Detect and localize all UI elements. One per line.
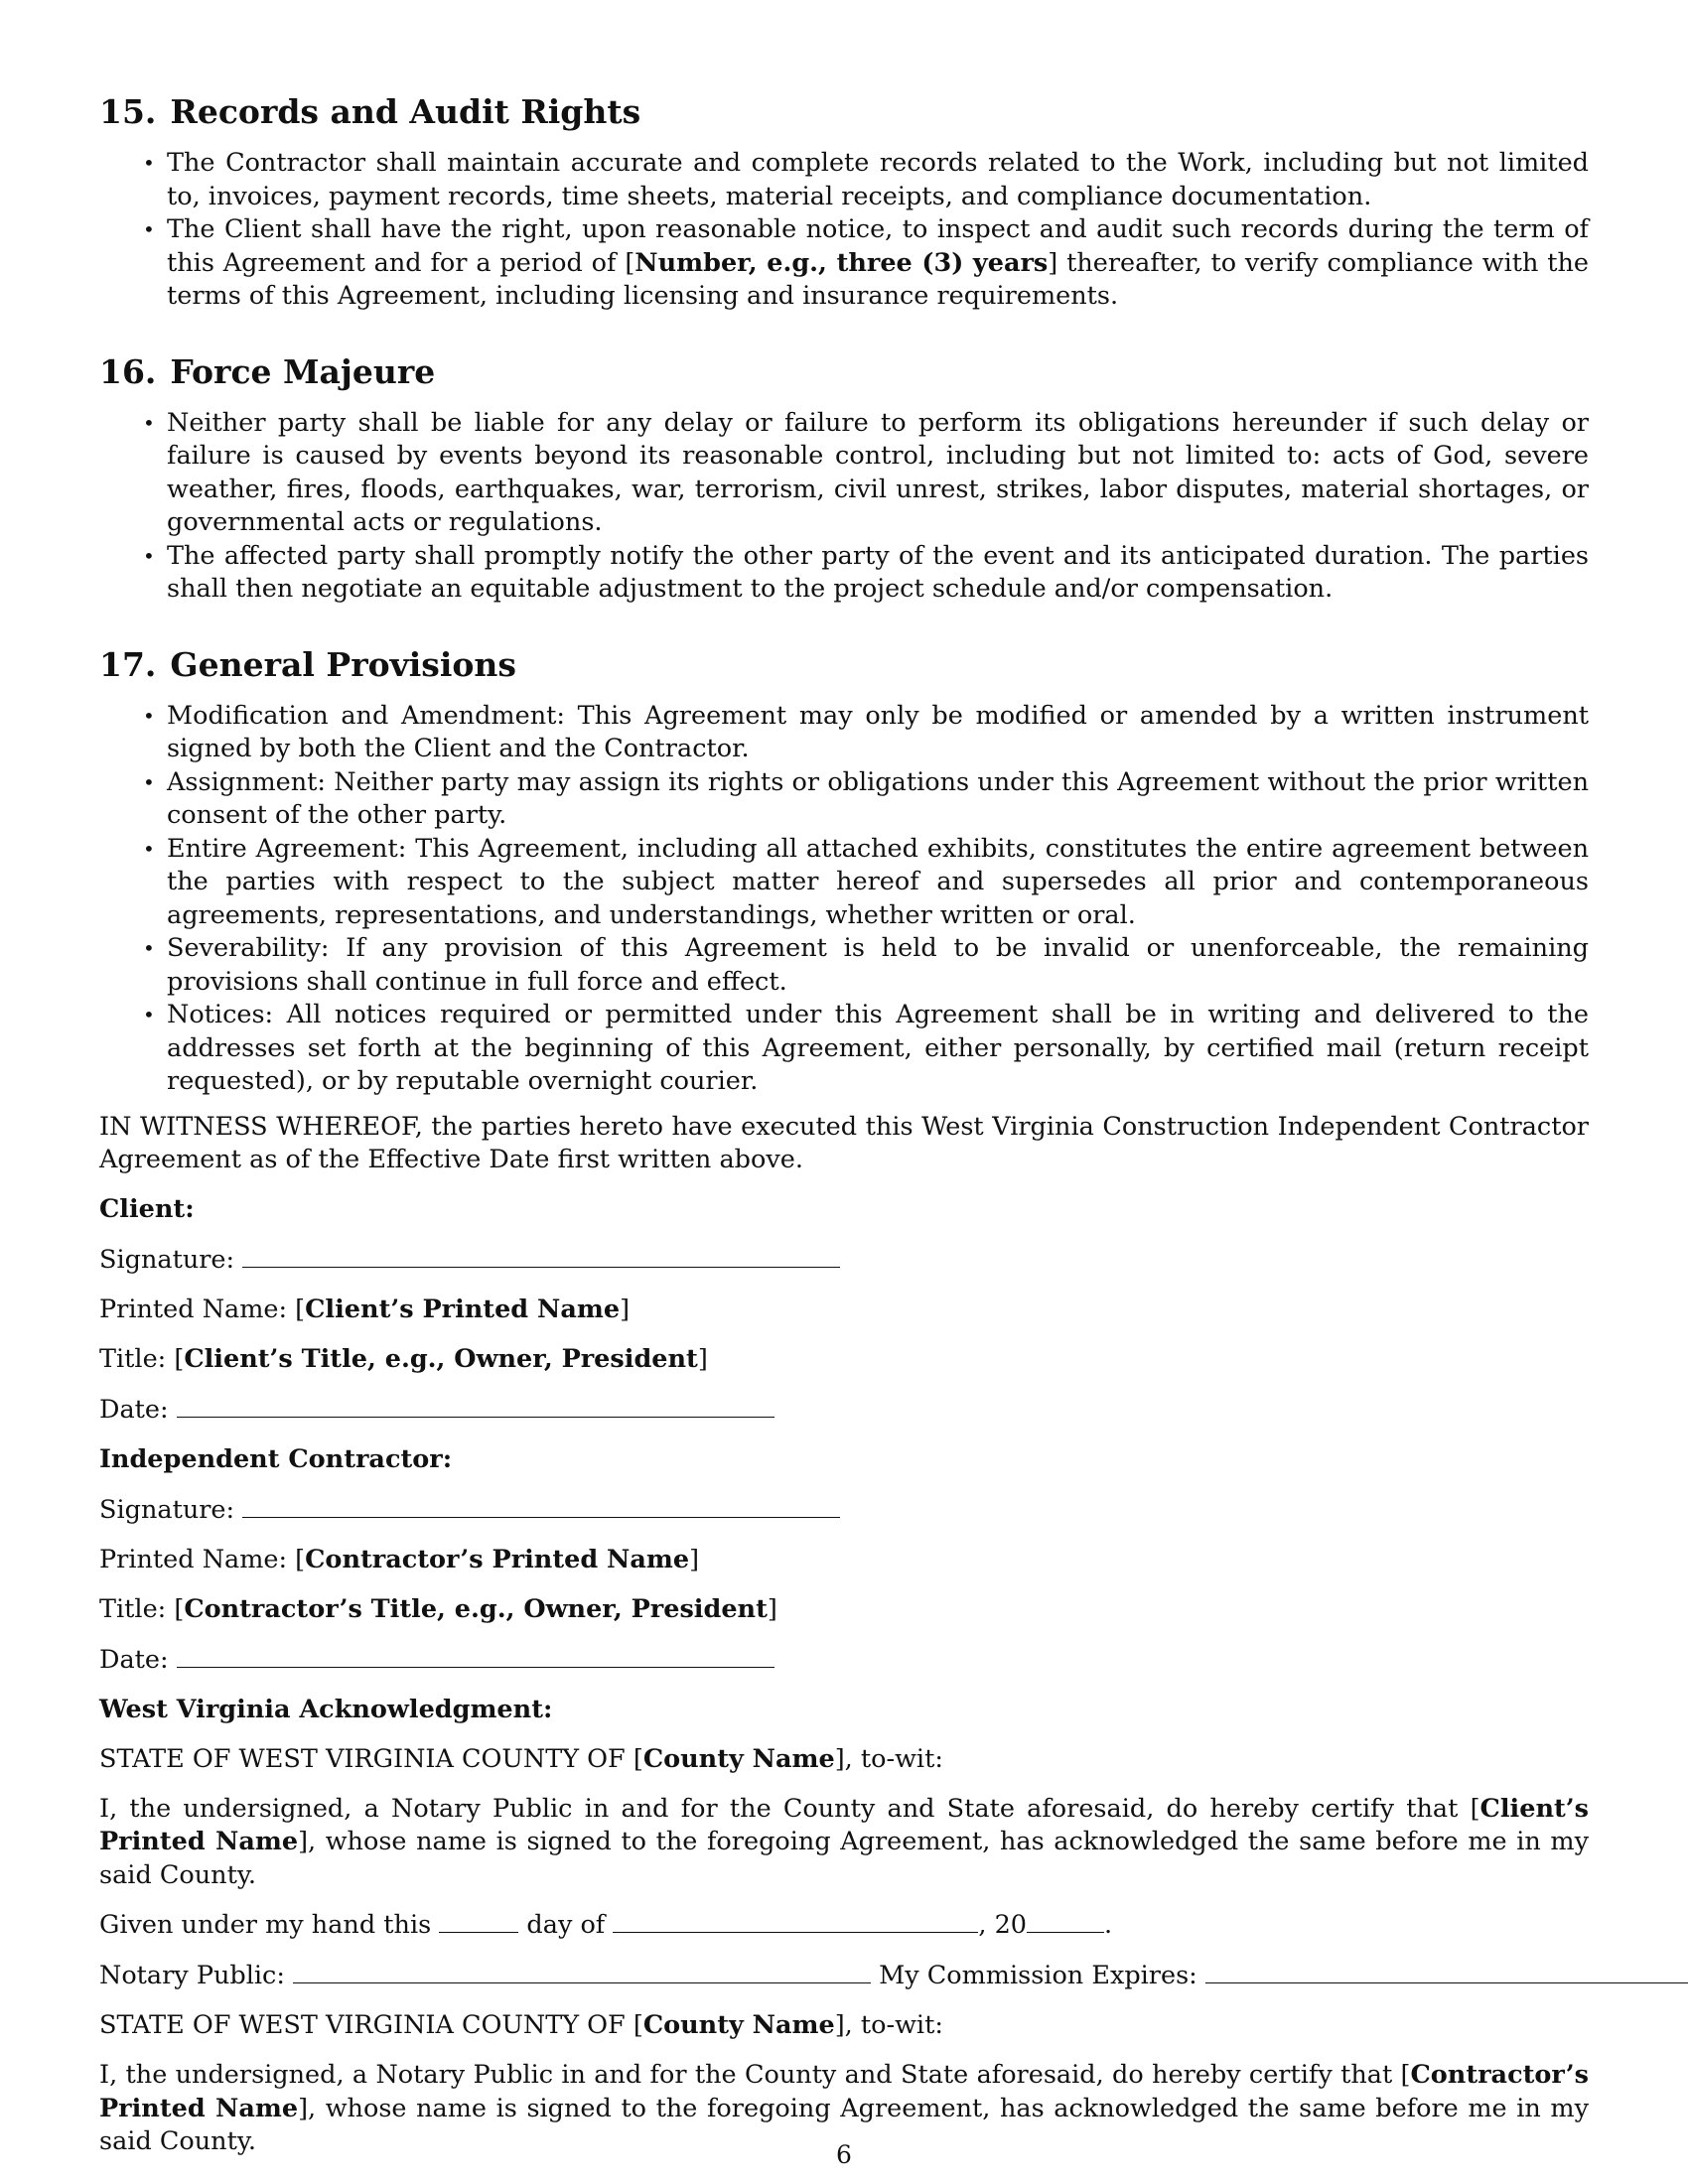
list-item: • Neither party shall be liable for any delay or failure to perform its obligations hereunder if such delay or failure is caused by events beyond its reasonable control, including but not limited to: acts of God, severe weather, fires, floods, earthquakes, war, terrorism, civil unrest, strikes, labor disputes, material shortages, or governmental acts or regulations. bbox=[167, 407, 1589, 540]
list-item: • Notices: All notices required or permitted under this Agreement shall be in writing and delivered to the addresses set forth at the beginning of this Agreement, either personally, by certified mail (return receipt requested), or by reputable overnight courier. bbox=[167, 999, 1589, 1099]
day-line[interactable] bbox=[439, 1908, 518, 1933]
field-label: Signature: bbox=[99, 1494, 235, 1525]
month-line[interactable] bbox=[613, 1908, 978, 1933]
client-signature-row bbox=[99, 1243, 1589, 1278]
contractor-signature-line[interactable] bbox=[242, 1493, 840, 1518]
commission-expiry-line[interactable] bbox=[1205, 1959, 1688, 1983]
field-label: Date: bbox=[99, 1644, 169, 1675]
text-span: . bbox=[1104, 1910, 1113, 1940]
bullet-list bbox=[99, 147, 1589, 314]
witness-paragraph: IN WITNESS WHEREOF, the parties hereto have executed this West Virginia Construction Independent Contractor Agreement as of the Effective Date first written above. bbox=[99, 1111, 1589, 1174]
client-printed-name-row: Printed Name: [Client’s Printed Name] bbox=[99, 1294, 631, 1324]
client-heading: Client: bbox=[99, 1193, 195, 1224]
list-item: • The Contractor shall maintain accurate and complete records related to the Work, including but not limited to, invoices, payment records, time sheets, material receipts, and compliance documentation. bbox=[167, 147, 1589, 213]
text-span: Given under my hand this bbox=[99, 1910, 432, 1940]
contractor-date-line[interactable] bbox=[177, 1643, 774, 1668]
acknowledgment-heading: West Virginia Acknowledgment: bbox=[99, 1694, 553, 1724]
field-label: Date: bbox=[99, 1394, 169, 1425]
client-date-line[interactable] bbox=[177, 1393, 774, 1418]
section-number: 15. bbox=[99, 92, 157, 131]
page-content bbox=[99, 91, 1589, 2175]
section-heading bbox=[99, 644, 1589, 686]
contractor-title-row: Title: [Contractor’s Title, e.g., Owner, President] bbox=[99, 1593, 777, 1624]
field-value: Contractor’s Printed Name bbox=[305, 1544, 690, 1574]
client-signature-line[interactable] bbox=[242, 1243, 840, 1268]
county-placeholder: County Name bbox=[642, 2010, 835, 2040]
text-span: ], to-wit: bbox=[834, 1743, 943, 1774]
contractor-printed-name-row: Printed Name: [Contractor’s Printed Name] bbox=[99, 1544, 700, 1574]
section-title: General Provisions bbox=[170, 644, 517, 684]
section-records-audit bbox=[99, 91, 1589, 314]
text-span: I, the undersigned, a Notary Public in and for the County and State aforesaid, do hereby certify that [ bbox=[99, 1793, 1480, 1824]
text-span: ], to-wit: bbox=[834, 2010, 943, 2040]
text-span: day of bbox=[526, 1910, 606, 1940]
text-span: STATE OF WEST VIRGINIA COUNTY OF [ bbox=[99, 1743, 643, 1774]
contractor-heading: Independent Contractor: bbox=[99, 1443, 453, 1474]
field-value: Client’s Title, e.g., Owner, President bbox=[184, 1343, 698, 1374]
contractor-signature-row bbox=[99, 1493, 1589, 1528]
contractor-name-placeholder: Contractor’s Printed Name bbox=[99, 2060, 1589, 2123]
given-under-hand-row bbox=[99, 1908, 1589, 1943]
state-county-line bbox=[99, 2009, 1589, 2043]
section-general-provisions bbox=[99, 644, 1589, 1099]
list-item: • Entire Agreement: This Agreement, including all attached exhibits, constitutes the entire agreement between the parties with respect to the subject matter hereof and supersedes all prior and contemporaneous agreements, representations, and understandings, whether written or oral. bbox=[167, 833, 1589, 933]
client-date-row bbox=[99, 1393, 1589, 1428]
field-label: Title: bbox=[99, 1343, 167, 1374]
placeholder-period: Number, e.g., three (3) years bbox=[634, 247, 1049, 278]
page-number: 6 bbox=[836, 2140, 852, 2169]
list-item: • Modification and Amendment: This Agreement may only be modified or amended by a written instrument signed by both the Client and the Contractor. bbox=[167, 700, 1589, 766]
field-label: My Commission Expires: bbox=[879, 1961, 1197, 1990]
client-title-row: Title: [Client’s Title, e.g., Owner, President] bbox=[99, 1343, 708, 1374]
text-span: ] thereafter, to verify compliance with the terms of this Agreement, including licensing and insurance requirements. bbox=[167, 247, 1590, 311]
field-label: Notary Public: bbox=[99, 1961, 285, 1990]
section-number: 17. bbox=[99, 644, 157, 684]
field-value: Client’s Printed Name bbox=[305, 1294, 621, 1324]
list-item bbox=[167, 213, 1589, 314]
text-span: ], whose name is signed to the foregoing Agreement, has acknowledged the same before me in my said County. bbox=[99, 2093, 1589, 2156]
contractor-date-row bbox=[99, 1643, 1589, 1678]
section-number: 16. bbox=[99, 351, 157, 391]
bullet-list bbox=[99, 407, 1589, 607]
list-item: • Assignment: Neither party may assign its rights or obligations under this Agreement without the prior written consent of the other party. bbox=[167, 766, 1589, 833]
list-item: • The affected party shall promptly notify the other party of the event and its anticipated duration. The parties shall then negotiate an equitable adjustment to the project schedule and/or compensation. bbox=[167, 540, 1589, 607]
section-title: Records and Audit Rights bbox=[170, 92, 641, 131]
notary-certification-client bbox=[99, 1793, 1589, 1893]
notary-signature-line[interactable] bbox=[293, 1959, 871, 1983]
field-label: Printed Name: bbox=[99, 1544, 288, 1574]
list-item: • Severability: If any provision of this Agreement is held to be invalid or unenforceable, the remaining provisions shall continue in full force and effect. bbox=[167, 932, 1589, 999]
field-value: Contractor’s Title, e.g., Owner, President bbox=[184, 1593, 768, 1624]
client-name-placeholder: Client’s Printed Name bbox=[99, 1793, 1589, 1856]
year-line[interactable] bbox=[1027, 1908, 1104, 1933]
text-span: The Client shall have the right, upon reasonable notice, to inspect and audit such records during the term of this Agreement and for a period of [ bbox=[167, 214, 1589, 278]
section-heading bbox=[99, 351, 1589, 393]
text-span: , 20 bbox=[978, 1910, 1028, 1940]
section-title: Force Majeure bbox=[170, 351, 436, 391]
text-span: STATE OF WEST VIRGINIA COUNTY OF [ bbox=[99, 2010, 643, 2040]
field-label: Title: bbox=[99, 1593, 167, 1624]
notary-row bbox=[99, 1959, 1589, 1993]
section-heading bbox=[99, 91, 1589, 133]
county-placeholder: County Name bbox=[642, 1743, 835, 1774]
bullet-list bbox=[99, 700, 1589, 1099]
text-span: I, the undersigned, a Notary Public in and for the County and State aforesaid, do hereby certify that [ bbox=[99, 2060, 1411, 2090]
field-label: Printed Name: bbox=[99, 1294, 288, 1324]
state-county-line bbox=[99, 1743, 1589, 1777]
text-span: ], whose name is signed to the foregoing Agreement, has acknowledged the same before me in my said County. bbox=[99, 1827, 1589, 1890]
section-force-majeure bbox=[99, 351, 1589, 607]
field-label: Signature: bbox=[99, 1244, 235, 1275]
